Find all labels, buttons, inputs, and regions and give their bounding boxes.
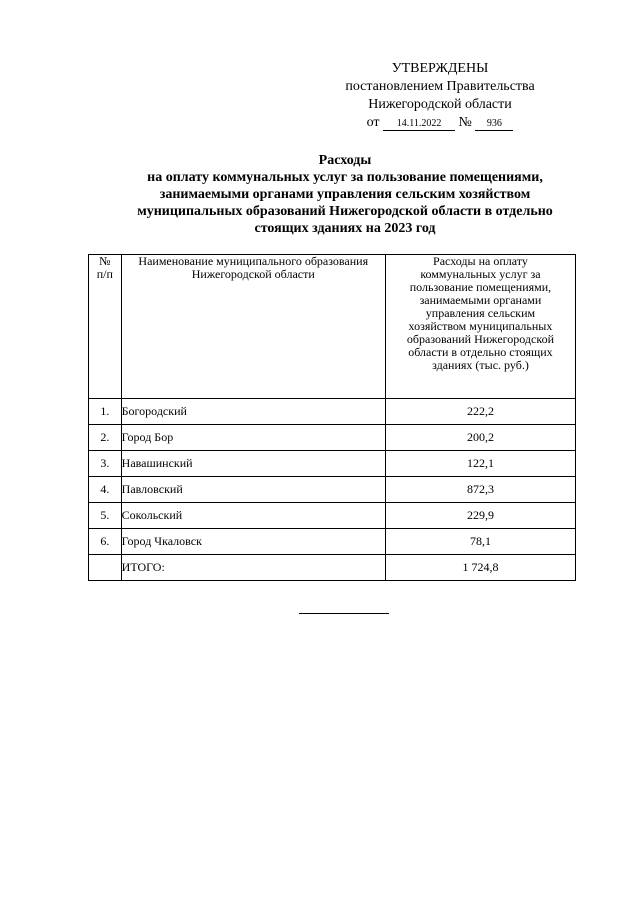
approval-title: УТВЕРЖДЕНЫ <box>391 61 489 76</box>
row-municipality: Богородский <box>121 399 385 425</box>
header-municipality-line: Наименование муниципального образования <box>138 254 369 268</box>
table-row <box>89 477 576 503</box>
table-row <box>89 399 576 425</box>
row-value: 200,2 <box>385 425 575 451</box>
header-number-line: п/п <box>96 267 113 281</box>
table-row <box>89 503 576 529</box>
header-expenses-line: области в отдельно стоящих <box>408 345 553 359</box>
table-row <box>89 451 576 477</box>
header-expenses-line: хозяйством муниципальных <box>408 319 553 333</box>
approval-line-region: Нижегородской области <box>368 97 512 112</box>
header-number <box>89 255 122 399</box>
header-municipality-line: Нижегородской области <box>191 267 315 281</box>
row-number: 5. <box>89 503 122 529</box>
row-municipality: Город Бор <box>121 425 385 451</box>
approval-line-resolution: постановлением Правительства <box>345 79 535 94</box>
approval-date-line <box>330 114 550 132</box>
table-header-row <box>89 255 576 399</box>
row-value: 122,1 <box>385 451 575 477</box>
document-heading <box>100 152 590 237</box>
heading-line-3: занимаемыми органами управления сельским хозяйством <box>159 187 531 202</box>
heading-line-2: на оплату коммунальных услуг за пользование помещениями, <box>147 170 543 185</box>
row-number: 3. <box>89 451 122 477</box>
table-row <box>89 529 576 555</box>
heading-line-5: стоящих зданиях на 2023 год <box>254 221 436 236</box>
header-expenses-line: зданиях (тыс. руб.) <box>432 358 529 372</box>
row-municipality: Павловский <box>121 477 385 503</box>
heading-line-1: Расходы <box>318 153 372 168</box>
header-expenses-line: Расходы на оплату <box>433 254 528 268</box>
header-expenses-line: пользование помещениями, <box>409 280 552 294</box>
from-label: от <box>366 115 380 130</box>
row-number: 2. <box>89 425 122 451</box>
expenses-table <box>88 254 576 581</box>
number-label: № <box>458 115 472 130</box>
row-value: 229,9 <box>385 503 575 529</box>
header-municipality <box>121 255 385 399</box>
approval-block <box>330 60 550 132</box>
header-expenses-line: образований Нижегородской <box>406 332 554 346</box>
header-expenses <box>385 255 575 399</box>
row-number: 4. <box>89 477 122 503</box>
total-label: ИТОГО: <box>121 555 385 581</box>
row-number: 6. <box>89 529 122 555</box>
row-value: 872,3 <box>385 477 575 503</box>
header-expenses-line: управления сельским <box>425 306 536 320</box>
row-municipality: Навашинский <box>121 451 385 477</box>
closing-divider <box>299 613 389 614</box>
total-value: 1 724,8 <box>385 555 575 581</box>
heading-line-4: муниципальных образований Нижегородской области в отдельно <box>137 204 553 219</box>
row-municipality: Сокольский <box>121 503 385 529</box>
row-value: 78,1 <box>385 529 575 555</box>
header-expenses-line: занимаемыми органами <box>419 293 542 307</box>
table-total-row <box>89 555 576 581</box>
header-number-line: № <box>99 254 111 268</box>
total-number <box>89 555 122 581</box>
table-row <box>89 425 576 451</box>
row-value: 222,2 <box>385 399 575 425</box>
row-number: 1. <box>89 399 122 425</box>
approval-number: 936 <box>475 118 513 131</box>
row-municipality: Город Чкаловск <box>121 529 385 555</box>
approval-date: 14.11.2022 <box>383 118 455 131</box>
header-expenses-line: коммунальных услуг за <box>420 267 541 281</box>
